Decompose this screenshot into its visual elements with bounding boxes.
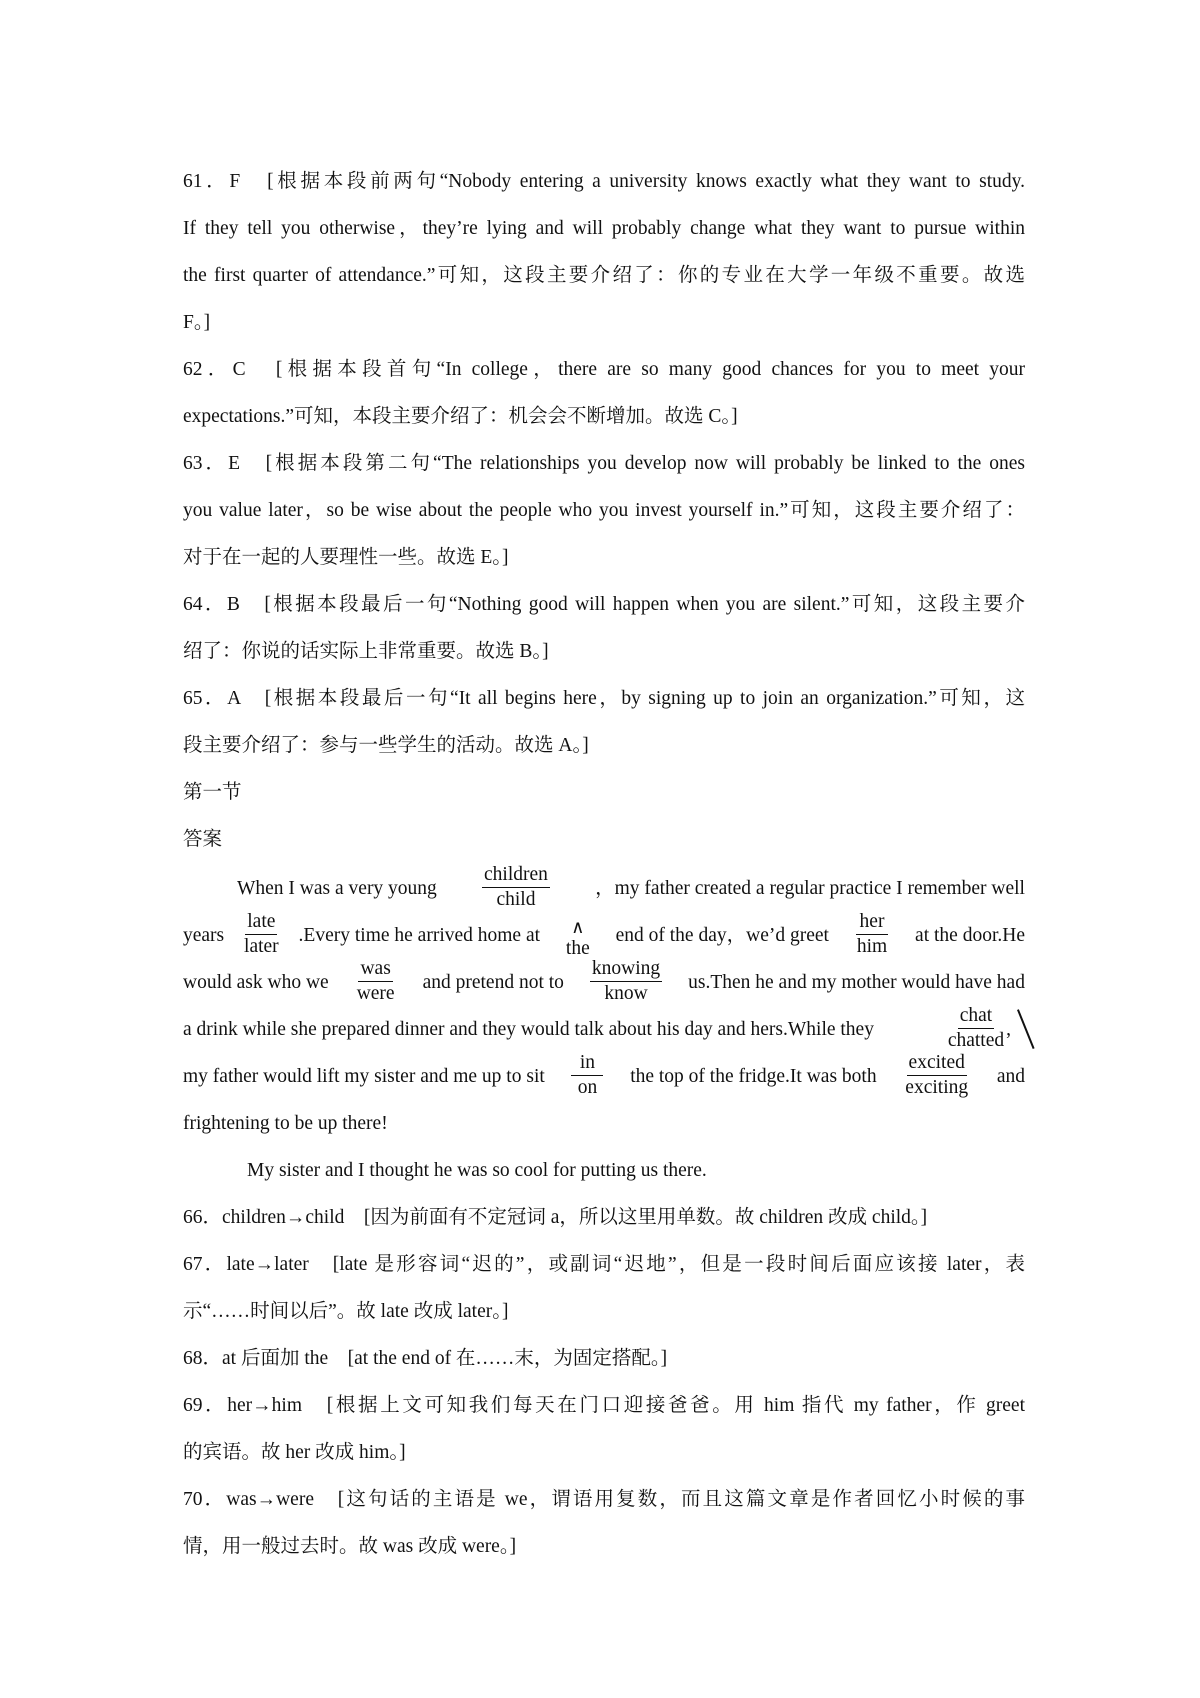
answer-number: 64．B bbox=[183, 594, 240, 615]
answer-64-line-1: 64．B [根据本段最后一句“Nothing good will happen when you are silent.”可知，这段主要介 bbox=[183, 594, 1025, 615]
answer-64-line-2: 绍了：你说的话实际上非常重要。故选 B。] bbox=[183, 641, 549, 662]
answer-67-line-1: 67．late→later [late 是形容词“迟的”，或副词“迟地”，但是一段时间后面应该接 later，表 bbox=[183, 1254, 1025, 1275]
correction-mark: $\frac{\text{late}}{\text{later}}$ bbox=[244, 911, 279, 957]
passage-line-2: years $\frac{\text{late}}{\text{later}}$ .Every time he arrived home at ∧ the end of the day，we’d greet $\frac{\text{her}}{\text{him}}$ at the door.He bbox=[183, 911, 1025, 959]
answer-65-line-1: 65．A [根据本段最后一句“It all begins here，by signing up to join an organization.”可知，这 bbox=[183, 688, 1025, 709]
passage-line-6: frightening to be up there! bbox=[183, 1113, 388, 1134]
answer-61-line-3: the first quarter of attendance.”可知，这段主要介绍了：你的专业在大学一年级不重要。故选 bbox=[183, 265, 1025, 286]
passage-line-3: would ask who we $\frac{\text{was}}{\text{were}}$ and pretend not to $\frac{\text{knowing}}{\text{know}}$ us.Then he and my mother would have had bbox=[183, 958, 1025, 1004]
passage-line-7: My sister and I thought he was so cool for putting us there. bbox=[247, 1160, 707, 1181]
passage-line-5: my father would lift my sister and me up to sit $\frac{in}{on}$ the top of the fridge.It was both $\frac{\text{excited}}{\text{exciting}}$ and bbox=[183, 1052, 1025, 1098]
answer-number: 63．E bbox=[183, 453, 241, 474]
section-title: 第一节 bbox=[183, 782, 242, 803]
answer-62-line-1: 62．C [根据本段首句“In college，there are so many good chances for you to meet your bbox=[183, 359, 1025, 380]
answer-70-line-1: 70．was→were [这句话的主语是 we，谓语用复数，而且这篇文章是作者回忆小时候的事 bbox=[183, 1489, 1025, 1510]
answer-63-line-1: 63．E [根据本段第二句“The relationships you develop now will probably be linked to the ones bbox=[183, 453, 1025, 474]
correction-mark: $\frac{\text{knowing}}{\text{know}}$ bbox=[591, 958, 661, 1004]
answer-61-line-4: F。] bbox=[183, 312, 211, 333]
correction-mark: $\frac{\text{was}}{\text{were}}$ bbox=[356, 958, 395, 1004]
answer-61-line-2: If they tell you otherwise，they’re lying and will probably change what they want to pursue within bbox=[183, 218, 1025, 239]
correction-passage bbox=[183, 865, 1025, 1194]
answer-67-line-2: 示“……时间以后”。故 late 改成 later。] bbox=[183, 1301, 509, 1322]
answer-label: 答案 bbox=[183, 829, 223, 850]
answer-63-line-2: you value later，so be wise about the people who you invest yourself in.”可知，这段主要介绍了： bbox=[183, 500, 1025, 521]
passage-line-1: When I was a very young $\frac{\text{children}}{\text{child}}$ ，my father created a regular practice I remember well bbox=[237, 864, 1025, 910]
answer-number: 62．C bbox=[183, 359, 246, 380]
correction-mark: $\frac{in}{on}$ bbox=[571, 1051, 603, 1100]
correction-mark: $\frac{\text{children}}{\text{child}}$ bbox=[484, 864, 548, 910]
answer-66-line-1: 66．children→child [因为前面有不定冠词 a，所以这里用单数。故 children 改成 child。] bbox=[183, 1207, 928, 1228]
answer-70-line-2: 情，用一般过去时。故 was 改成 were。] bbox=[183, 1536, 517, 1557]
answer-69-line-1: 69．her→him [根据上文可知我们每天在门口迎接爸爸。用 him 指代 my father，作 greet bbox=[183, 1395, 1025, 1416]
answer-number: 65．A bbox=[183, 688, 241, 709]
delete-slash-icon bbox=[1011, 1010, 1025, 1050]
correction-mark: $\frac{\text{chat}}{\text{chatted}}$ bbox=[947, 1005, 1005, 1051]
answer-62-line-2: expectations.”可知，本段主要介绍了：机会会不断增加。故选 C。] bbox=[183, 406, 738, 427]
answer-number: 61．F bbox=[183, 171, 241, 192]
passage-line-4: a drink while she prepared dinner and they would talk about his day and hers.While they $\frac{\text{chat}}{\text{chatted}}$ , bbox=[183, 1006, 1025, 1053]
correction-mark: $\frac{\text{excited}}{\text{exciting}}$ bbox=[905, 1052, 969, 1098]
insert-caret: ∧ the bbox=[565, 916, 590, 959]
correction-mark: $\frac{\text{her}}{\text{him}}$ bbox=[856, 911, 888, 957]
answer-65-line-2: 段主要介绍了：参与一些学生的活动。故选 A。] bbox=[183, 735, 589, 756]
answer-68-line-1: 68．at 后面加 the [at the end of 在……末，为固定搭配。] bbox=[183, 1348, 668, 1369]
document-page bbox=[183, 158, 1025, 1570]
answer-69-line-2: 的宾语。故 her 改成 him。] bbox=[183, 1442, 406, 1463]
caret-icon: ∧ bbox=[571, 916, 585, 937]
answer-63-line-3: 对于在一起的人要理性一些。故选 E。] bbox=[183, 547, 509, 568]
answer-61-line-1: 61．F [根据本段前两句“Nobody entering a university knows exactly what they want to study. bbox=[183, 171, 1025, 192]
